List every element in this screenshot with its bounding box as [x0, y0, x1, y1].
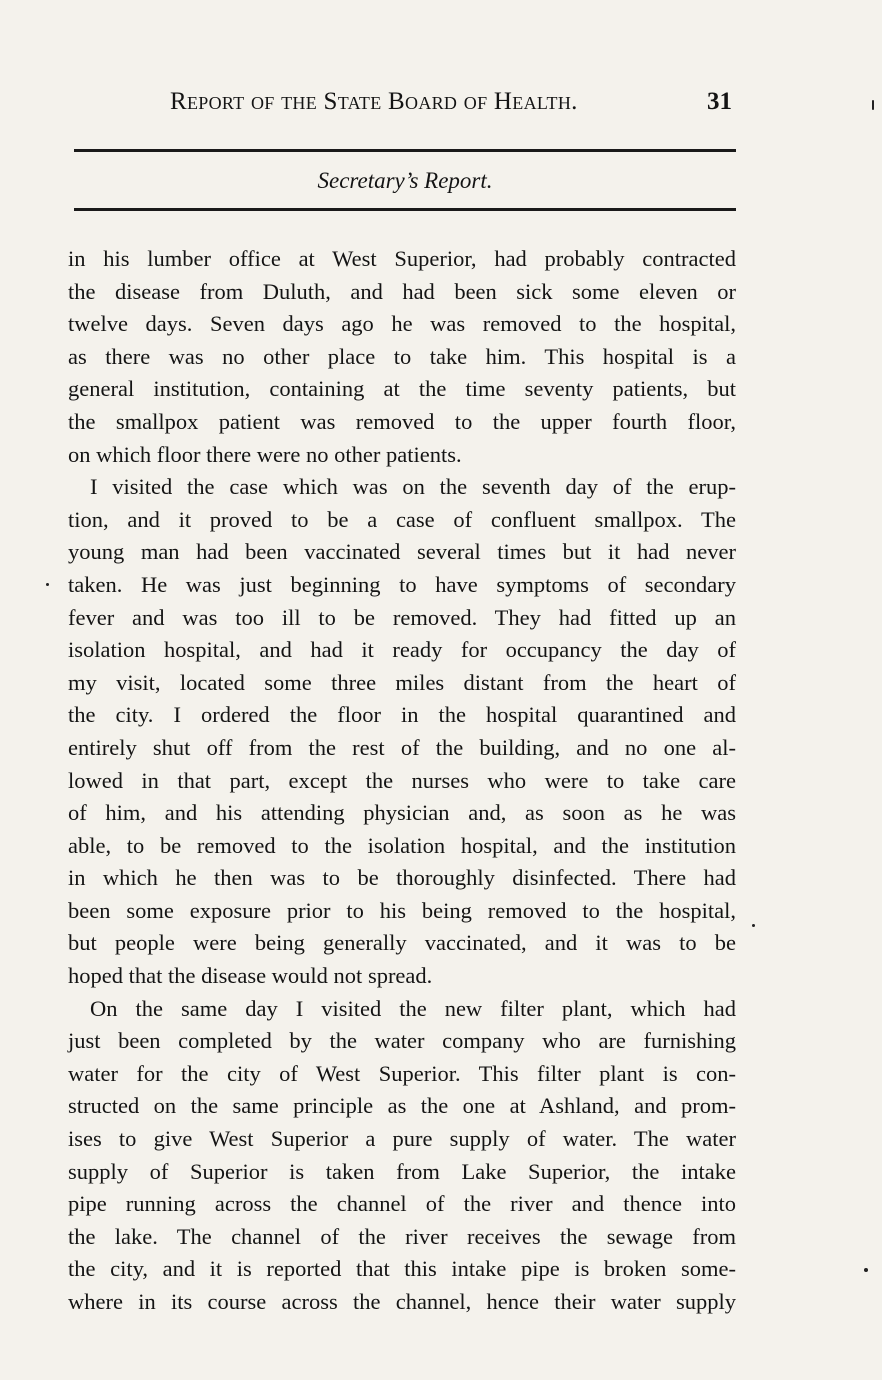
- text-line: hoped that the disease would not spread.: [68, 963, 433, 989]
- text-line: my visit, located some three miles distant from the heart of: [68, 669, 736, 695]
- text-line: supply of Superior is taken from Lake Superior, the intake: [68, 1158, 736, 1184]
- text-line: the lake. The channel of the river receives the sewage from: [68, 1223, 736, 1249]
- text-line: able, to be removed to the isolation hospital, and the institution: [68, 832, 736, 858]
- text-line: I visited the case which was on the seventh day of the erup-: [90, 474, 736, 500]
- text-line: in which he then was to be thoroughly disinfected. There had: [68, 865, 736, 891]
- section-title: Secretary’s Report.: [317, 168, 493, 193]
- text-line: the city, and it is reported that this intake pipe is broken some-: [68, 1256, 736, 1282]
- text-line: water for the city of West Superior. This filter plant is con-: [68, 1060, 736, 1086]
- text-line: but people were being generally vaccinated, and it was to be: [68, 930, 736, 956]
- text-line: of him, and his attending physician and, as soon as he was: [68, 800, 736, 826]
- text-line: general institution, containing at the time seventy patients, but: [68, 376, 736, 402]
- page-header: [72, 88, 736, 128]
- text-line: young man had been vaccinated several times but it had never: [68, 539, 736, 565]
- paragraph: [68, 993, 736, 1319]
- paragraph: [68, 243, 736, 471]
- text-line: the smallpox patient was removed to the upper fourth floor,: [68, 408, 736, 434]
- paper-speck: [46, 583, 49, 586]
- text-line: taken. He was just beginning to have symptoms of secondary: [68, 571, 736, 597]
- text-line: structed on the same principle as the one at Ashland, and prom-: [68, 1093, 736, 1119]
- text-line: just been completed by the water company who are furnishing: [68, 1028, 736, 1054]
- text-line: On the same day I visited the new filter plant, which had: [90, 995, 736, 1021]
- text-line: fever and was too ill to be removed. They had fitted up an: [68, 604, 736, 630]
- header-rule: [74, 149, 736, 152]
- text-line: the city. I ordered the floor in the hospital quarantined and: [68, 702, 736, 728]
- paper-speck: [864, 1268, 868, 1272]
- text-line: as there was no other place to take him. This hospital is a: [68, 343, 736, 369]
- text-line: entirely shut off from the rest of the building, and no one al-: [68, 734, 736, 760]
- paper-speck: [872, 100, 874, 110]
- section-rule: [74, 208, 736, 211]
- paragraph: [68, 471, 736, 993]
- text-line: isolation hospital, and had it ready for occupancy the day of: [68, 637, 736, 663]
- text-line: the disease from Duluth, and had been sick some eleven or: [68, 278, 736, 304]
- body-text: [68, 243, 736, 1319]
- paper-speck: [752, 924, 755, 927]
- text-line: in his lumber office at West Superior, had probably contracted: [68, 246, 736, 271]
- text-line: twelve days. Seven days ago he was removed to the hospital,: [68, 311, 736, 337]
- text-line: on which floor there were no other patients.: [68, 441, 462, 467]
- running-title: Report of the State Board of Health.: [170, 88, 578, 115]
- text-line: pipe running across the channel of the river and thence into: [68, 1191, 736, 1217]
- page-number: 31: [707, 88, 732, 115]
- text-line: lowed in that part, except the nurses who were to take care: [68, 767, 736, 793]
- text-line: where in its course across the channel, hence their water supply: [68, 1289, 736, 1314]
- text-line: been some exposure prior to his being removed to the hospital,: [68, 897, 736, 923]
- text-line: ises to give West Superior a pure supply of water. The water: [68, 1126, 736, 1152]
- text-line: tion, and it proved to be a case of confluent smallpox. The: [68, 506, 736, 532]
